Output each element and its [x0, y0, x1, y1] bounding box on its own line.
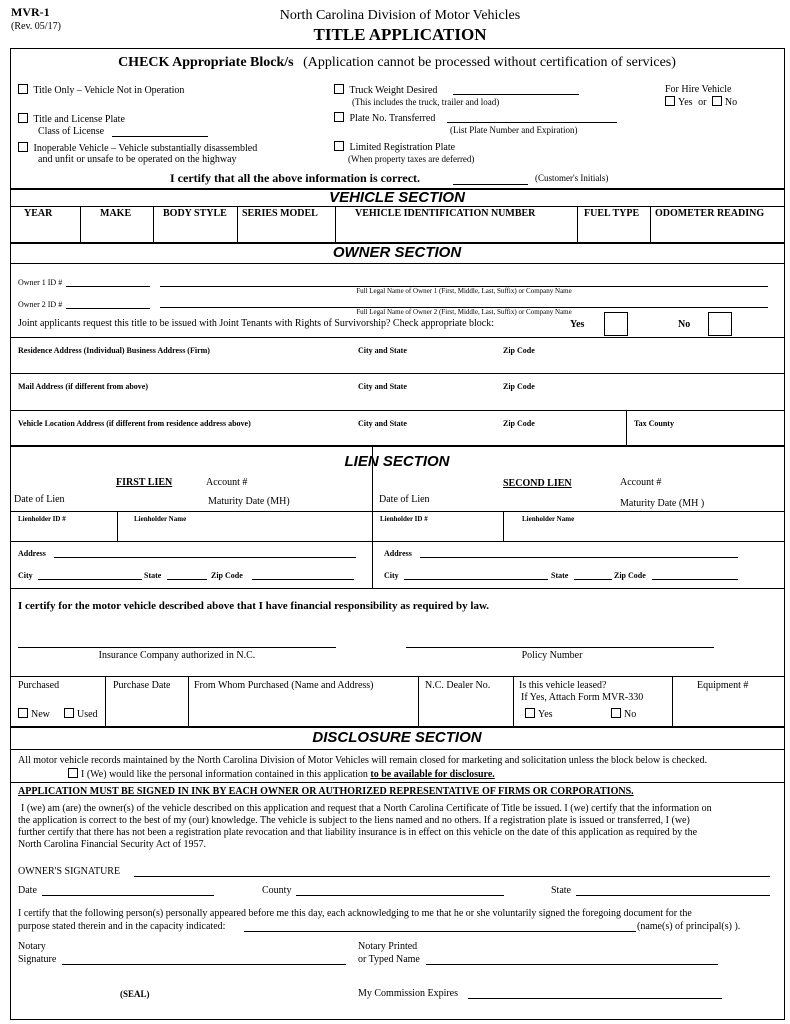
option-title-only[interactable]: [18, 84, 184, 96]
joint-yes-checkbox[interactable]: [604, 312, 628, 336]
owner1-id-label: Owner 1 ID #: [18, 278, 63, 287]
divider: [10, 782, 785, 783]
equipment-label: Equipment #: [697, 680, 749, 691]
divider: [372, 511, 373, 588]
customer-initials-field[interactable]: [453, 184, 528, 185]
divider: [10, 337, 785, 338]
no-label: No: [724, 97, 738, 108]
divider: [10, 676, 785, 677]
date-label: Date: [18, 885, 37, 896]
insurance-company-label: Insurance Company authorized in N.C.: [98, 650, 256, 661]
divider: [10, 749, 785, 750]
leased-label: Is this vehicle leased?: [519, 680, 607, 691]
owner1-id-field[interactable]: [66, 286, 150, 287]
inoperable-line2: and unfit or unsafe to be operated on the highway: [38, 154, 237, 165]
owner-statement-line4: North Carolina Financial Security Act of 1957.: [18, 839, 207, 850]
first-lienholder-name-label: Lienholder Name: [134, 515, 187, 523]
option-label: Title Only – Vehicle Not in Operation: [33, 85, 185, 96]
principals-label: (name(s) of principal(s) ).: [637, 921, 741, 932]
divider: [372, 445, 373, 515]
mail-zip-label: Zip Code: [503, 382, 535, 391]
or-typed-label: or Typed Name: [358, 954, 420, 965]
location-label: Vehicle Location Address (if different from residence address above): [18, 419, 251, 428]
location-city-label: City and State: [358, 419, 407, 428]
state-label: State: [551, 885, 571, 896]
checkbox[interactable]: [18, 142, 28, 152]
used-checkbox[interactable]: [64, 708, 74, 718]
for-hire-label: For Hire Vehicle: [665, 84, 732, 95]
first-lien-state-label: State: [144, 571, 162, 580]
residence-zip-label: Zip Code: [503, 346, 535, 355]
insurance-company-field[interactable]: [18, 647, 336, 648]
second-lien-address-label: Address: [384, 549, 412, 558]
option-label: Truck Weight Desired: [349, 85, 438, 96]
divider: [10, 410, 785, 411]
form-title: TITLE APPLICATION: [313, 25, 487, 44]
policy-number-label: Policy Number: [521, 650, 583, 661]
policy-number-field[interactable]: [406, 647, 714, 648]
new-checkbox[interactable]: [18, 708, 28, 718]
first-lien-account-label: Account #: [206, 477, 248, 488]
notary-statement-line1: I certify that the following person(s) personally appeared before me this day, each acknowledging to me that he or she voluntarily signed the foregoing document for the: [18, 908, 692, 919]
owner-signature-field[interactable]: [134, 876, 770, 877]
disclosure-text: All motor vehicle records maintained by the North Carolina Division of Motor Vehicles will remain closed for marketing and solicitation unless the block below is checked.: [18, 755, 708, 766]
owner-statement-line3: further certify that there has not been a registration plate revocation and that liability insurance is in effect on this vehicle on the date of this application as required by the: [18, 827, 698, 838]
joint-yes-label: Yes: [570, 319, 585, 330]
owner2-id-label: Owner 2 ID #: [18, 300, 63, 309]
col-year: YEAR: [24, 208, 53, 219]
col-vin: VEHICLE IDENTIFICATION NUMBER: [355, 208, 536, 219]
class-of-license-label: Class of License: [38, 126, 105, 137]
notary-statement-line2: purpose stated therein and in the capacity indicated:: [18, 921, 226, 932]
form-revision: (Rev. 05/17): [11, 21, 61, 32]
class-of-license-field[interactable]: [112, 136, 208, 137]
first-lien-address-label: Address: [18, 549, 46, 558]
owner1-caption: Full Legal Name of Owner 1 (First, Middle, Last, Suffix) or Company Name: [356, 287, 572, 295]
disclosure-option[interactable]: [68, 768, 495, 780]
divider: [80, 206, 81, 242]
initials-label: (Customer's Initials): [535, 173, 609, 183]
seal-label: (SEAL): [120, 989, 150, 999]
notary-label: Notary: [18, 941, 46, 952]
certify-statement: I certify that all the above information is correct.: [170, 171, 421, 185]
state-field[interactable]: [576, 895, 770, 896]
divider: [237, 206, 238, 242]
option-inoperable[interactable]: [18, 142, 257, 154]
second-lien-city-field[interactable]: [404, 579, 548, 580]
purchased-label: Purchased: [18, 680, 60, 691]
truck-weight-note: (This includes the truck, trailer and load): [352, 97, 500, 107]
option-label: Plate No. Transferred: [349, 113, 436, 124]
second-lien-zip-field[interactable]: [652, 579, 738, 580]
yes-label: Yes: [538, 709, 553, 720]
checkbox[interactable]: [18, 113, 28, 123]
divider: [10, 263, 785, 264]
from-whom-label: From Whom Purchased (Name and Address): [194, 680, 374, 691]
divider: [153, 206, 154, 242]
first-lien-date-label: Date of Lien: [14, 494, 65, 505]
option-label: Inoperable Vehicle – Vehicle substantially disassembled: [33, 143, 258, 154]
or-label: or: [698, 97, 707, 108]
residence-label: Residence Address (Individual) Business Address (Firm): [18, 346, 210, 355]
notary-printed-label: Notary Printed: [358, 941, 418, 952]
purchased-new[interactable]: [18, 708, 50, 720]
owner-section-title: OWNER SECTION: [332, 244, 462, 261]
second-lienholder-name-label: Lienholder Name: [522, 515, 575, 523]
first-lienholder-id-label: Lienholder ID #: [18, 515, 66, 523]
joint-tenants-text: Joint applicants request this title to be issued with Joint Tenants with Rights of Survivorship? Check appropriate block:: [18, 318, 494, 329]
first-lien-zip-label: Zip Code: [211, 571, 243, 580]
check-block-subheading: (Application cannot be processed without certification of services): [303, 55, 676, 70]
first-lien-city-field[interactable]: [38, 579, 142, 580]
divider: [10, 726, 785, 728]
leased-no[interactable]: [611, 708, 636, 720]
sign-heading: APPLICATION MUST BE SIGNED IN INK BY EACH OWNER OR AUTHORIZED REPRESENTATIVE OF FIRMS OR CORPORATIONS.: [18, 786, 634, 797]
divider: [335, 206, 336, 242]
limited-note: (When property taxes are deferred): [348, 154, 475, 164]
for-hire-yes-checkbox[interactable]: [665, 96, 675, 106]
first-lien-city-label: City: [18, 571, 33, 580]
divider: [10, 206, 785, 207]
disclosure-option-emphasis: to be available for disclosure.: [370, 769, 495, 780]
divider: [513, 676, 514, 726]
county-label: County: [262, 885, 292, 896]
col-series-model: SERIES MODEL: [242, 208, 318, 219]
commission-label: My Commission Expires: [358, 988, 459, 999]
notary-signature-label: Signature: [18, 954, 57, 965]
owner-statement-line2: the application is correct to the best of my (our) knowledge. The vehicle is subject to the liens named and no others. If a registration plate is issued or transferred, I (we): [18, 815, 690, 826]
new-label: New: [31, 709, 50, 720]
second-lien-date-label: Date of Lien: [379, 494, 430, 505]
first-lien-label: FIRST LIEN: [116, 477, 173, 488]
plate-number-field[interactable]: [447, 122, 617, 123]
form-id: MVR-1: [11, 5, 50, 19]
divider: [105, 676, 106, 726]
divider: [10, 511, 785, 512]
leased-yes[interactable]: [525, 708, 553, 720]
for-hire-options: [665, 96, 737, 108]
disclosure-checkbox[interactable]: [68, 768, 78, 778]
mail-city-label: City and State: [358, 382, 407, 391]
first-lien-state-field[interactable]: [167, 579, 207, 580]
option-limited-plate[interactable]: [334, 141, 455, 153]
col-fuel-type: FUEL TYPE: [584, 208, 640, 219]
purchase-date-label: Purchase Date: [113, 680, 171, 691]
divider: [188, 676, 189, 726]
notary-printed-field[interactable]: [426, 964, 718, 965]
second-lien-zip-label: Zip Code: [614, 571, 646, 580]
second-lien-state-field[interactable]: [574, 579, 612, 580]
checkbox[interactable]: [334, 84, 344, 94]
leased-yes-checkbox[interactable]: [525, 708, 535, 718]
for-hire-no-checkbox[interactable]: [712, 96, 722, 106]
insurance-certify: I certify for the motor vehicle described above that I have financial responsibility as required by law.: [18, 600, 490, 612]
second-lienholder-id-label: Lienholder ID #: [380, 515, 428, 523]
yes-label: Yes: [678, 97, 693, 108]
divider: [577, 206, 578, 242]
plate-note: (List Plate Number and Expiration): [450, 125, 578, 135]
owner2-caption: Full Legal Name of Owner 2 (First, Middle, Last, Suffix) or Company Name: [356, 308, 572, 316]
truck-weight-field[interactable]: [453, 94, 579, 95]
date-field[interactable]: [42, 895, 214, 896]
agency-name: North Carolina Division of Motor Vehicles: [279, 8, 521, 23]
owner-statement-line1: I (we) am (are) the owner(s) of the vehicle described on this application and request that a North Carolina Certificate of Title be issued. I (we) certify that the information on: [21, 803, 712, 814]
owner-signature-label: OWNER'S SIGNATURE: [18, 866, 121, 877]
second-lien-maturity-label: Maturity Date (MH ): [620, 498, 705, 509]
first-lien-zip-field[interactable]: [252, 579, 354, 580]
option-plate-transferred[interactable]: [334, 112, 435, 124]
first-lien-maturity-label: Maturity Date (MH): [208, 496, 290, 507]
leased-note: If Yes, Attach Form MVR-330: [521, 692, 644, 703]
divider: [10, 373, 785, 374]
disclosure-section-title: DISCLOSURE SECTION: [312, 729, 482, 746]
owner2-id-field[interactable]: [66, 308, 150, 309]
divider: [650, 206, 651, 242]
principals-field[interactable]: [244, 931, 636, 932]
used-label: Used: [77, 709, 98, 720]
disclosure-option-text: I (We) would like the personal information contained in this application: [81, 769, 368, 780]
option-label: Limited Registration Plate: [349, 142, 456, 153]
col-odometer: ODOMETER READING: [655, 208, 765, 219]
second-lien-label: SECOND LIEN: [503, 478, 572, 489]
no-label: No: [624, 709, 637, 720]
checkbox[interactable]: [18, 84, 28, 94]
purchased-used[interactable]: [64, 708, 98, 720]
joint-no-checkbox[interactable]: [708, 312, 732, 336]
second-lien-state-label: State: [551, 571, 569, 580]
divider: [672, 676, 673, 726]
divider: [117, 511, 118, 541]
commission-field[interactable]: [468, 998, 722, 999]
location-zip-label: Zip Code: [503, 419, 535, 428]
checkbox[interactable]: [334, 112, 344, 122]
second-lien-address-field[interactable]: [420, 557, 738, 558]
option-truck-weight[interactable]: [334, 84, 437, 96]
check-block-heading: CHECK Appropriate Block/s: [118, 55, 294, 70]
county-field[interactable]: [296, 895, 504, 896]
divider: [503, 511, 504, 541]
option-label: Title and License Plate: [33, 114, 125, 125]
divider: [10, 541, 785, 542]
residence-city-label: City and State: [358, 346, 407, 355]
second-lien-city-label: City: [384, 571, 399, 580]
checkbox[interactable]: [334, 141, 344, 151]
dealer-no-label: N.C. Dealer No.: [425, 680, 491, 691]
divider: [10, 445, 785, 447]
lien-section-title: LIEN SECTION: [344, 453, 450, 470]
option-title-license[interactable]: [18, 113, 125, 125]
divider: [626, 410, 627, 445]
leased-no-checkbox[interactable]: [611, 708, 621, 718]
divider: [418, 676, 419, 726]
second-lien-account-label: Account #: [620, 477, 662, 488]
tax-county-label: Tax County: [634, 419, 674, 428]
vehicle-section-title: VEHICLE SECTION: [329, 189, 465, 206]
joint-no-label: No: [678, 319, 691, 330]
col-make: MAKE: [100, 208, 132, 219]
check-block-header: [10, 55, 784, 71]
col-body-style: BODY STYLE: [163, 208, 227, 219]
mail-label: Mail Address (if different from above): [18, 382, 148, 391]
first-lien-address-field[interactable]: [54, 557, 356, 558]
divider: [10, 588, 785, 589]
notary-signature-field[interactable]: [62, 964, 346, 965]
